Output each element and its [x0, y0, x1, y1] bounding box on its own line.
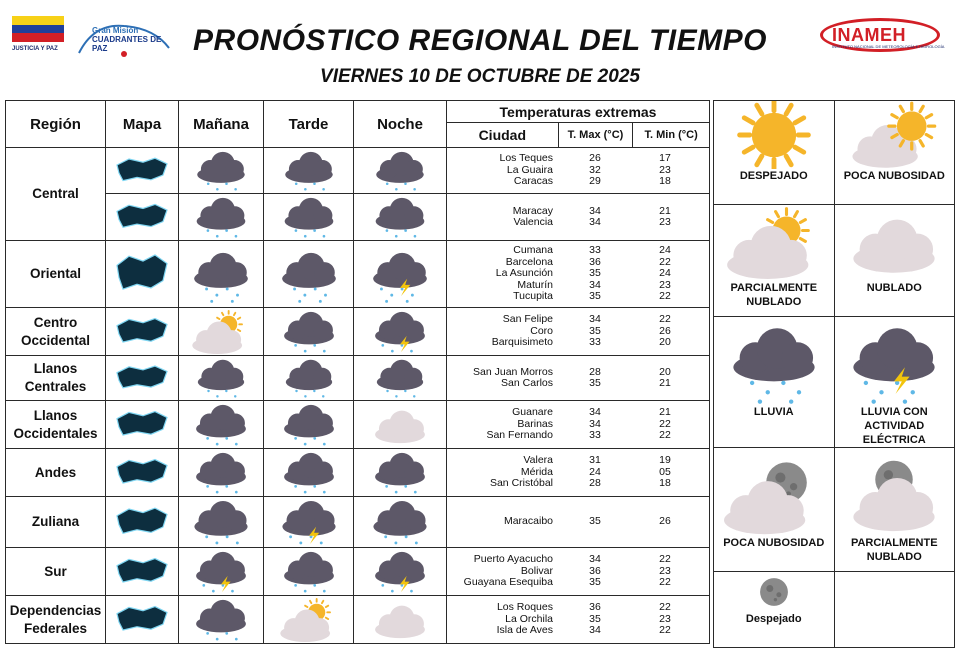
- page-date: VIERNES 10 DE OCTUBRE DE 2025: [320, 66, 640, 87]
- header-map: Mapa: [106, 101, 179, 148]
- rain-icon: [276, 196, 342, 239]
- city-name: Maturín: [517, 278, 553, 291]
- region-name: Sur: [6, 548, 106, 596]
- table-row: [6, 497, 710, 548]
- forecast-night: [354, 356, 447, 401]
- city-tmax: 35: [589, 377, 601, 389]
- legend-label: DESPEJADO: [739, 170, 808, 182]
- forecast-night: [354, 449, 447, 497]
- forecast-morning: [179, 308, 264, 356]
- legend-item: [834, 317, 955, 448]
- map-centro-occidental-icon: [111, 311, 173, 353]
- city-name: Los Teques: [499, 152, 553, 165]
- forecast-morning: [179, 194, 264, 241]
- city-name: Los Roques: [496, 601, 553, 614]
- forecast-morning: [179, 548, 264, 596]
- rain-icon: [276, 550, 342, 594]
- city-row: [447, 577, 709, 589]
- city-tmin: 22: [659, 313, 671, 326]
- storm-icon: [276, 499, 342, 546]
- region-name: Centro Occidental: [6, 308, 106, 356]
- rain-icon: [367, 150, 433, 192]
- city-row: [447, 516, 709, 528]
- city-tmin: 26: [659, 324, 671, 337]
- temps-cell: [447, 497, 710, 548]
- city-name: San Carlos: [501, 377, 553, 389]
- forecast-morning: [179, 356, 264, 401]
- temps-cell: [447, 356, 710, 401]
- city-row: [447, 430, 709, 442]
- region-map: [106, 308, 179, 356]
- city-tmax: 33: [589, 336, 601, 349]
- city-tmax: 35: [589, 267, 601, 280]
- legend-label: Despejado: [745, 613, 802, 625]
- map-llanos-centrales-icon: [111, 359, 173, 398]
- table-row: [6, 596, 710, 644]
- city-name: Puerto Ayacucho: [473, 553, 553, 566]
- legend-item: [834, 101, 955, 205]
- city-tmax: 24: [589, 465, 601, 478]
- temps-cell: [447, 596, 710, 644]
- city-row: [447, 176, 709, 188]
- table-row: [6, 308, 710, 356]
- header-night: Noche: [354, 101, 447, 148]
- moon-icon: [724, 572, 824, 612]
- forecast-night: [354, 308, 447, 356]
- region-map: [106, 548, 179, 596]
- city-tmin: 20: [659, 336, 671, 349]
- forecast-afternoon: [264, 449, 354, 497]
- forecast-afternoon: [264, 401, 354, 449]
- city-tmax: 33: [589, 244, 601, 257]
- rain-icon: [188, 598, 254, 642]
- rain-icon: [276, 403, 342, 447]
- header-temps: [447, 101, 710, 148]
- city-name: Valera: [523, 454, 553, 467]
- city-tmin: 23: [659, 278, 671, 291]
- table-row: [6, 148, 710, 194]
- cloudy-icon: [367, 598, 433, 642]
- partly-icon: [724, 205, 824, 281]
- rain-icon: [188, 451, 254, 495]
- city-name: Isla de Aves: [496, 624, 553, 637]
- city-name: Mérida: [520, 465, 553, 478]
- city-tmin: 23: [659, 612, 671, 625]
- city-tmin: 18: [659, 175, 671, 188]
- map-llanos-occidentales-icon: [111, 404, 173, 446]
- city-tmax: 28: [589, 365, 601, 378]
- storm-icon: [367, 550, 433, 594]
- rain-icon: [188, 196, 254, 239]
- moon-partly-icon: [844, 448, 944, 536]
- rain-icon: [188, 243, 254, 306]
- forecast-night: [354, 497, 447, 548]
- city-name: Maracay: [512, 204, 553, 217]
- forecast-morning: [179, 596, 264, 644]
- page-title: PRONÓSTICO REGIONAL DEL TIEMPO: [193, 24, 767, 57]
- rain-icon: [276, 451, 342, 495]
- legend-label: LLUVIA CON ACTIVIDAD ELÉCTRICA: [860, 406, 928, 446]
- legend-item: [834, 572, 955, 648]
- forecast-night: [354, 548, 447, 596]
- region-map: [106, 194, 179, 241]
- city-name: Guayana Esequiba: [463, 576, 553, 589]
- header-tmax: T. Max (°C): [559, 123, 634, 147]
- city-name: Coro: [530, 324, 553, 337]
- city-tmax: 36: [589, 601, 601, 614]
- city-name: Cumana: [513, 244, 553, 257]
- temps-cell: [447, 548, 710, 596]
- city-tmax: 34: [589, 406, 601, 419]
- city-tmin: 22: [659, 417, 671, 430]
- city-tmax: 32: [589, 163, 601, 176]
- storm-icon: [367, 310, 433, 354]
- city-tmax: 26: [589, 152, 601, 165]
- table-row: [6, 356, 710, 401]
- rain-icon: [724, 317, 824, 405]
- moon-few-icon: [724, 448, 824, 536]
- region-map: [106, 449, 179, 497]
- rain-icon: [367, 358, 433, 399]
- rain-icon: [188, 358, 254, 399]
- legend-item: [714, 448, 835, 572]
- city-name: Caracas: [513, 175, 553, 188]
- sun-icon: [724, 101, 824, 169]
- region-map: [106, 356, 179, 401]
- city-row: [447, 217, 709, 229]
- partly-icon: [188, 310, 254, 354]
- forecast-afternoon: [264, 194, 354, 241]
- storm-icon: [188, 550, 254, 594]
- region-name: Zuliana: [6, 497, 106, 548]
- city-tmin: 24: [659, 244, 671, 257]
- table-row: [6, 449, 710, 497]
- city-tmax: 34: [589, 313, 601, 326]
- storm-icon: [844, 317, 944, 405]
- forecast-night: [354, 401, 447, 449]
- region-name: Llanos Occidentales: [6, 401, 106, 449]
- city-tmax: 34: [589, 278, 601, 291]
- map-central-2-icon: [111, 197, 173, 238]
- region-map: [106, 241, 179, 308]
- region-map: [106, 148, 179, 194]
- city-tmax: 31: [589, 454, 601, 467]
- forecast-afternoon: [264, 497, 354, 548]
- logo-mid-line2: CUADRANTES DE PAZ: [92, 35, 162, 53]
- map-oriental-icon: [111, 244, 173, 305]
- forecast-night: [354, 241, 447, 308]
- rain-icon: [367, 451, 433, 495]
- city-tmax: 28: [589, 477, 601, 490]
- rain-icon: [188, 499, 254, 546]
- city-tmin: 05: [659, 465, 671, 478]
- temps-cell: [447, 194, 710, 241]
- forecast-afternoon: [264, 148, 354, 194]
- forecast-night: [354, 596, 447, 644]
- storm-icon: [367, 243, 433, 306]
- cloudy-icon: [367, 403, 433, 447]
- table-row: [6, 241, 710, 308]
- city-tmax: 34: [589, 216, 601, 228]
- map-andes-icon: [111, 452, 173, 494]
- city-tmax: 36: [589, 564, 601, 577]
- city-tmax: 34: [589, 624, 601, 637]
- logo-left-caption: JUSTICIA Y PAZ: [12, 46, 58, 52]
- few-icon: [844, 101, 944, 169]
- legend-label: PARCIALMENTE NUBLADO: [730, 282, 818, 308]
- forecast-afternoon: [264, 308, 354, 356]
- city-name: Tucupita: [513, 290, 553, 303]
- temps-cell: [447, 308, 710, 356]
- temps-cell: [447, 401, 710, 449]
- city-name: La Guaira: [506, 163, 553, 176]
- city-name: Barcelona: [505, 255, 553, 268]
- legend-label: PARCIALMENTE NUBLADO: [850, 537, 938, 563]
- region-name: Dependencias Federales: [6, 596, 106, 644]
- city-tmin: 22: [659, 429, 671, 442]
- header-city: Ciudad: [447, 123, 559, 147]
- temps-cell: [447, 449, 710, 497]
- map-sur-icon: [111, 551, 173, 593]
- city-tmin: 21: [659, 204, 671, 217]
- partly-icon: [276, 598, 342, 642]
- city-name: San Fernando: [486, 429, 553, 442]
- forecast-table: [5, 100, 710, 644]
- city-tmin: 17: [659, 152, 671, 165]
- legend-item: [714, 101, 835, 205]
- legend-item: [714, 205, 835, 317]
- legend-item: [714, 317, 835, 448]
- city-name: Barinas: [517, 417, 553, 430]
- city-name: San Juan Morros: [473, 365, 553, 378]
- city-tmin: 23: [659, 216, 671, 228]
- city-tmin: 23: [659, 564, 671, 577]
- region-name: Andes: [6, 449, 106, 497]
- rain-icon: [276, 358, 342, 399]
- region-name: Oriental: [6, 241, 106, 308]
- forecast-morning: [179, 401, 264, 449]
- city-tmax: 34: [589, 553, 601, 566]
- forecast-afternoon: [264, 596, 354, 644]
- rain-icon: [188, 403, 254, 447]
- rain-icon: [276, 150, 342, 192]
- rain-icon: [276, 310, 342, 354]
- rain-icon: [367, 196, 433, 239]
- rain-icon: [188, 150, 254, 192]
- city-tmin: 18: [659, 477, 671, 490]
- header-temps-title: Temperaturas extremas: [447, 102, 709, 123]
- forecast-morning: [179, 449, 264, 497]
- legend-table: [713, 100, 955, 648]
- legend-label: LLUVIA: [753, 406, 794, 418]
- forecast-morning: [179, 497, 264, 548]
- region-name: Llanos Centrales: [6, 356, 106, 401]
- city-tmin: 20: [659, 365, 671, 378]
- city-tmin: 26: [659, 515, 671, 528]
- legend-label: POCA NUBOSIDAD: [723, 537, 825, 549]
- city-tmax: 34: [589, 204, 601, 217]
- city-tmin: 22: [659, 576, 671, 589]
- legend-label: NUBLADO: [866, 282, 922, 294]
- map-central-1-icon: [111, 151, 173, 191]
- city-tmin: 21: [659, 406, 671, 419]
- city-tmin: 22: [659, 255, 671, 268]
- city-name: Barquisimeto: [491, 336, 553, 349]
- table-row: [6, 194, 710, 241]
- forecast-afternoon: [264, 356, 354, 401]
- city-tmax: 33: [589, 429, 601, 442]
- table-row: [6, 401, 710, 449]
- legend-item: [714, 572, 835, 648]
- city-tmax: 36: [589, 255, 601, 268]
- temps-cell: [447, 241, 710, 308]
- rain-icon: [276, 243, 342, 306]
- city-row: [447, 291, 709, 303]
- legend-item: [834, 205, 955, 317]
- header-afternoon: Tarde: [264, 101, 354, 148]
- city-name: Valencia: [513, 216, 553, 228]
- rain-icon: [367, 499, 433, 546]
- forecast-afternoon: [264, 548, 354, 596]
- city-name: Maracaibo: [503, 515, 553, 528]
- city-tmax: 35: [589, 515, 601, 528]
- city-tmax: 35: [589, 576, 601, 589]
- city-tmin: 22: [659, 601, 671, 614]
- city-row: [447, 378, 709, 390]
- city-tmin: 23: [659, 163, 671, 176]
- inameh-sub: INSTITUTO NACIONAL DE METEOROLOGÍA E HIDROLOGÍA: [832, 44, 945, 49]
- map-dependencias-icon: [111, 599, 173, 641]
- city-tmin: 24: [659, 267, 671, 280]
- region-name: Central: [6, 148, 106, 241]
- city-row: [447, 478, 709, 490]
- city-tmax: 34: [589, 417, 601, 430]
- header-region: Región: [6, 101, 106, 148]
- forecast-night: [354, 194, 447, 241]
- forecast-afternoon: [264, 241, 354, 308]
- header-tmin: T. Min (°C): [644, 128, 698, 141]
- city-name: San Felipe: [502, 313, 553, 326]
- cloudy-icon: [844, 205, 944, 281]
- city-tmin: 21: [659, 377, 671, 389]
- city-tmax: 29: [589, 175, 601, 188]
- logo-mid-line1: Gran Misión: [92, 26, 139, 35]
- legend-item: [834, 448, 955, 572]
- city-name: San Cristóbal: [489, 477, 553, 490]
- city-row: [447, 625, 709, 637]
- map-zuliana-icon: [111, 500, 173, 545]
- city-name: Guanare: [512, 406, 553, 419]
- header-morning: Mañana: [179, 101, 264, 148]
- inameh-text: INAMEH: [832, 25, 906, 45]
- city-tmin: 19: [659, 454, 671, 467]
- city-tmin: 22: [659, 290, 671, 303]
- city-tmax: 35: [589, 612, 601, 625]
- city-name: Bolivar: [520, 564, 553, 577]
- region-map: [106, 401, 179, 449]
- city-tmax: 35: [589, 290, 601, 303]
- region-map: [106, 497, 179, 548]
- legend-label: POCA NUBOSIDAD: [843, 170, 945, 182]
- forecast-morning: [179, 241, 264, 308]
- city-name: La Orchila: [505, 612, 553, 625]
- city-tmin: 22: [659, 624, 671, 637]
- city-tmax: 35: [589, 324, 601, 337]
- temps-cell: [447, 148, 710, 194]
- city-row: [447, 337, 709, 349]
- region-map: [106, 596, 179, 644]
- city-name: La Asunción: [495, 267, 553, 280]
- city-tmin: 22: [659, 553, 671, 566]
- forecast-morning: [179, 148, 264, 194]
- table-row: [6, 548, 710, 596]
- forecast-night: [354, 148, 447, 194]
